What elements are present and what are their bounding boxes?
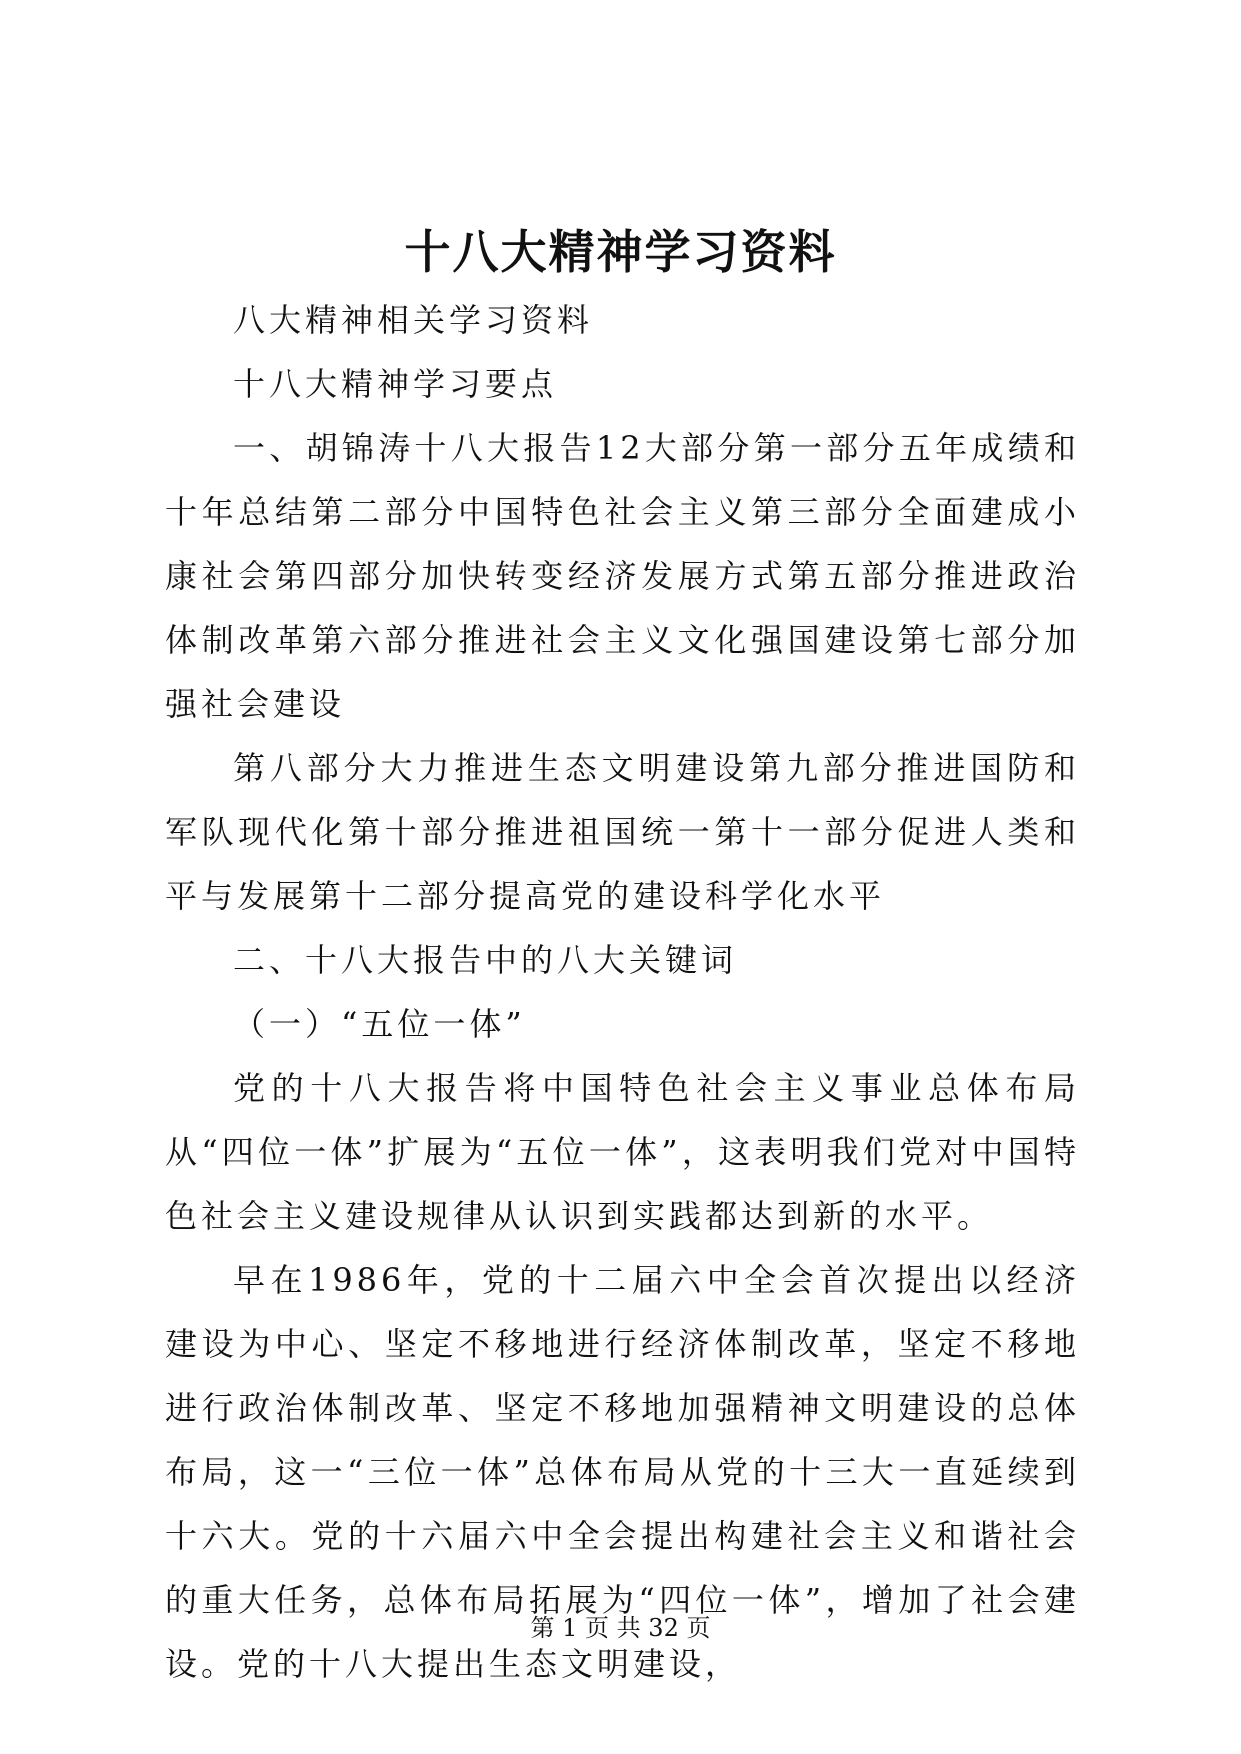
paragraph: 八大精神相关学习资料 bbox=[233, 301, 594, 339]
document-title: 十八大精神学习资料 bbox=[404, 225, 837, 279]
subsection-heading: （一）“五位一体” bbox=[233, 1005, 526, 1043]
section-heading: 二、十八大报告中的八大关键词 bbox=[233, 941, 738, 979]
paragraph: 早在1986年，党的十二届六中全会首次提出以经济建设为中心、坚定不移地进行经济体制改革，坚定不移地进行政治体制改革、坚定不移地加强精神文明建设的总体布局，这一“三位一体”总体布局从党的十三大一直延续到十六大。党的十六届六中全会提出构建社会主义和谐社会的重大任务，总体布局拓展为“四位一体”，增加了社会建设。党的十八大提出生态文明建设， bbox=[165, 1261, 1080, 1683]
document-body bbox=[165, 288, 1080, 1696]
page-footer: 第 1 页 共 32 页 bbox=[530, 1614, 711, 1642]
paragraph: 党的十八大报告将中国特色社会主义事业总体布局从“四位一体”扩展为“五位一体”，这表明我们党对中国特色社会主义建设规律从认识到实践都达到新的水平。 bbox=[165, 1069, 1080, 1235]
paragraph: 一、胡锦涛十八大报告12大部分第一部分五年成绩和十年总结第二部分中国特色社会主义第三部分全面建成小康社会第四部分加快转变经济发展方式第五部分推进政治体制改革第六部分推进社会主义文化强国建设第七部分加强社会建设 bbox=[165, 429, 1080, 723]
paragraph: 第八部分大力推进生态文明建设第九部分推进国防和军队现代化第十部分推进祖国统一第十一部分促进人类和平与发展第十二部分提高党的建设科学化水平 bbox=[165, 749, 1080, 915]
paragraph: 十八大精神学习要点 bbox=[233, 365, 558, 403]
